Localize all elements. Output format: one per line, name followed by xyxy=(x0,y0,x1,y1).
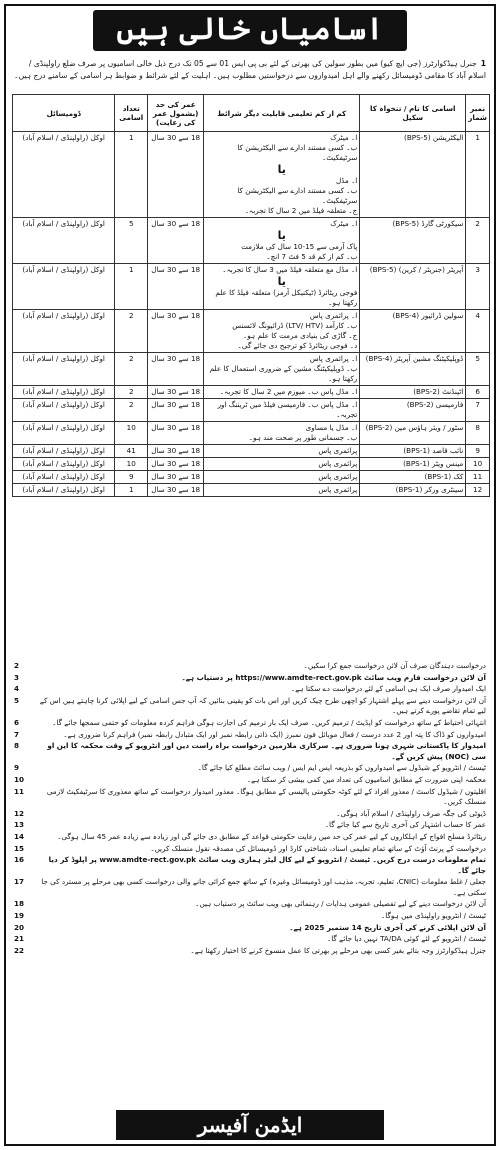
cell-post: سیکورٹی گارڈ (BPS-5) xyxy=(360,218,466,264)
qualification-line: فوجی ریٹائرڈ (ٹیکنیکل آرمز) متعلقہ فیلڈ کا علم رکھتا ہو۔ xyxy=(215,288,358,307)
note-text: درخواست کے پرنٹ آؤٹ کے ساتھ تمام تعلیمی اسناد، شناختی کارڈ اور ڈومیسائل کی مصدقہ نقول منسلک کریں۔ xyxy=(150,843,486,853)
cell-count: 1 xyxy=(115,484,148,497)
qualification-line: پاک آرمی سے 15-10 سال کی ملازمت xyxy=(241,242,358,251)
table-body xyxy=(13,132,490,497)
note-item xyxy=(14,730,486,741)
or-separator: یا xyxy=(277,275,286,288)
note-number: 16 xyxy=(14,855,25,865)
cell-qualification xyxy=(204,484,360,497)
cell-age: 18 سے 30 سال xyxy=(148,353,204,386)
note-number: 3 xyxy=(14,672,20,682)
qualification-line: ج۔ متعلقہ فیلڈ میں 2 سال کا تجربہ۔ xyxy=(244,206,358,215)
cell-domicile: اوکل (راولپنڈی / اسلام آباد) xyxy=(13,471,115,484)
note-text: آن لائن درخواست دینے کے لیے تفصیلی عمومی ہدایات / رہنمائی بھی ویب سائٹ پر دستیاب ہیں۔ xyxy=(195,899,486,909)
note-number: 7 xyxy=(14,729,20,739)
cell-count: 2 xyxy=(115,386,148,399)
cell-domicile: اوکل (راولپنڈی / اسلام آباد) xyxy=(13,132,115,218)
cell-qualification xyxy=(204,399,360,422)
note-text: عمر کا حساب اشتہار کی آخری تاریخ سے کیا جائے گا۔ xyxy=(324,820,486,830)
cell-count: 1 xyxy=(115,264,148,310)
cell-domicile: اوکل (راولپنڈی / اسلام آباد) xyxy=(13,458,115,471)
table-row xyxy=(13,471,490,484)
cell-qualification xyxy=(204,445,360,458)
note-item xyxy=(14,684,486,695)
note-item xyxy=(14,741,486,762)
cell-age: 18 سے 30 سال xyxy=(148,484,204,497)
qualification-line: ب۔ کم از کم قد 5 فٹ 7 انچ۔ xyxy=(266,252,358,261)
cell-age: 18 سے 30 سال xyxy=(148,445,204,458)
note-item xyxy=(14,763,486,774)
qualification-line: ا۔ مڈل پاس ب۔ فارمیسی فیلڈ میں ٹریننگ اور تجربہ۔ xyxy=(217,400,358,419)
qualification-line: پرائمری پاس xyxy=(318,446,358,455)
header-post: اسامی کا نام / تنخواہ کا سکیل xyxy=(360,95,466,132)
qualification-line: ا۔ پرائمری پاس xyxy=(309,311,358,320)
cell-age: 18 سے 30 سال xyxy=(148,471,204,484)
cell-age: 18 سے 30 سال xyxy=(148,386,204,399)
note-number: 6 xyxy=(14,717,20,727)
cell-age: 18 سے 30 سال xyxy=(148,310,204,353)
intro-number: 1 xyxy=(480,59,486,68)
table-row xyxy=(13,458,490,471)
note-text: ریٹائرڈ مسلح افواج کے اہلکاروں کے لیے عمر کی حد میں رعایت حکومتی قواعد کے مطابق دی جائے گی اور زیادہ سے زیادہ عمر 45 سال ہوگی۔ xyxy=(57,831,486,841)
note-item xyxy=(14,899,486,910)
note-item xyxy=(14,661,486,672)
note-number: 9 xyxy=(14,763,20,773)
notes-list xyxy=(14,661,486,957)
cell-domicile: اوکل (راولپنڈی / اسلام آباد) xyxy=(13,484,115,497)
note-text: درخواست دہندگان صرف آن لائن درخواست جمع کرا سکیں۔ xyxy=(303,661,486,670)
cell-no: 1 xyxy=(466,132,490,218)
qualification-line: ج۔ گاڑی کی بنیادی مرمت کا علم ہو۔ xyxy=(243,331,358,340)
note-text: ٹیسٹ / انٹرویو کے لئے کوئی TA/DA نہیں دیا جائے گا۔ xyxy=(327,934,486,944)
table-row xyxy=(13,484,490,497)
qualification-line: ا۔ مڈل یا مساوی xyxy=(305,423,358,432)
note-item xyxy=(14,844,486,855)
intro-text: جنرل ہیڈکوارٹرز (جی ایچ کیو) میں بطور سولین کی بھرتی کے لئے بی پی ایس 01 سے 05 تک درج ذیل خالی اسامیوں پر صرف ضلع راولپنڈی / اسلام آباد کا مقامی ڈومیسائل رکھنے والے اہل امیدواروں سے درخواستیں مطلوب ہیں۔ اہلیت کے لئے شرائط و ضوابط ہر اسامی کے سامنے درج ہیں۔ xyxy=(14,59,486,80)
qualification-line: پرائمری پاس xyxy=(318,485,358,494)
note-item xyxy=(14,775,486,786)
note-text: محکمہ اپنی ضرورت کے مطابق اسامیوں کی تعداد میں کمی بیشی کر سکتا ہے۔ xyxy=(246,774,486,784)
note-item xyxy=(14,809,486,820)
cell-post: اٹینڈنٹ (BPS-2) xyxy=(360,386,466,399)
note-text: ایک امیدوار صرف ایک ہی اسامی کے لئے درخواست دے سکتا ہے۔ xyxy=(291,684,486,694)
cell-count: 5 xyxy=(115,218,148,264)
note-text: تمام معلومات درست درج کریں۔ ٹیسٹ / انٹرویو کے لیے کال لیٹر ہماری ویب سائٹ www.amdte-rect.gov.pk پر اپلوڈ کر دیا جائے گا۔ xyxy=(48,855,486,875)
or-separator: یا xyxy=(277,229,286,242)
note-text: ڈیوٹی کی جگہ صرف راولپنڈی / اسلام آباد ہوگی۔ xyxy=(336,808,486,818)
cell-qualification xyxy=(204,218,360,264)
cell-no: 4 xyxy=(466,310,490,353)
cell-post: نائب قاصد (BPS-1) xyxy=(360,445,466,458)
qualification-line: ب۔ ڈوپلیکیٹنگ مشین کے ضروری استعمال کا علم رکھتا ہو۔ xyxy=(209,364,358,383)
cell-post: کک (BPS-1) xyxy=(360,471,466,484)
note-number: 12 xyxy=(14,808,25,818)
cell-post: فارمیسی (BPS-2) xyxy=(360,399,466,422)
note-item xyxy=(14,911,486,922)
table-header-row xyxy=(13,95,490,132)
note-text: آن لائن درخواست دینے سے پہلے اشتہار کو اچھی طرح چیک کریں اور اس بات کو یقینی بنائیں کہ آپ جس اسامی کے لیے اپلائی کرنا چاہتے ہیں اس کے لیے تمام تقاضے پورے کرتے ہیں۔ xyxy=(39,695,486,716)
cell-domicile: اوکل (راولپنڈی / اسلام آباد) xyxy=(13,399,115,422)
cell-no: 3 xyxy=(466,264,490,310)
cell-count: 2 xyxy=(115,353,148,386)
cell-count: 10 xyxy=(115,422,148,445)
note-item xyxy=(14,855,486,876)
cell-qualification xyxy=(204,264,360,310)
qualification-line: پرائمری پاس xyxy=(318,459,358,468)
note-item xyxy=(14,934,486,945)
qualification-line: ا۔ مڈل مع متعلقہ فیلڈ میں 3 سال کا تجربہ۔ xyxy=(222,265,358,274)
note-number: 21 xyxy=(14,934,25,944)
qualification-line: ا۔ میٹرک xyxy=(330,133,358,142)
header-no: نمبر شمار xyxy=(466,95,490,132)
cell-post: سٹور / ویئر ہاؤس مین (BPS-2) xyxy=(360,422,466,445)
cell-qualification xyxy=(204,386,360,399)
note-item xyxy=(14,718,486,729)
note-text: امیدواروں کو ڈاک کا پتہ اور 2 عدد درست / فعال موبائل فون نمبرز (ایک ذاتی رابطہ نمبر اور ایک متبادل رابطہ نمبر) فراہم کرنا ضروری ہے۔ xyxy=(63,729,486,739)
cell-age: 18 سے 30 سال xyxy=(148,264,204,310)
note-number: 10 xyxy=(14,774,25,784)
header-count: تعداد اسامی xyxy=(115,95,148,132)
cell-post: ڈوپلیکیٹنگ مشین آپریٹر (BPS-4) xyxy=(360,353,466,386)
page-title: اسامیاں خالی ہیں xyxy=(93,10,408,51)
note-item xyxy=(14,787,486,808)
qualification-line: ب۔ جسمانی طور پر صحت مند ہو۔ xyxy=(248,433,358,442)
signature-title: ایڈمن آفیسر xyxy=(197,1113,303,1137)
cell-age: 18 سے 30 سال xyxy=(148,422,204,445)
cell-post: سولین ڈرائیور (BPS-4) xyxy=(360,310,466,353)
note-item xyxy=(14,832,486,843)
qualification-line: ب۔ کسی مستند ادارے سے الیکٹریشن کا سرٹیفکیٹ۔ xyxy=(237,143,358,162)
cell-age: 18 سے 30 سال xyxy=(148,458,204,471)
table-row xyxy=(13,422,490,445)
note-number: 4 xyxy=(14,684,20,694)
note-text: انتہائی احتیاط کے ساتھ درخواست کو اپڈیٹ / ترمیم کریں۔ صرف ایک بار ترمیم کی اجازت ہوگی فراہم کردہ معلومات کو حتمی سمجھا جائے گا۔ xyxy=(52,717,486,727)
cell-post: مینس ویٹر (BPS-1) xyxy=(360,458,466,471)
note-text: جعلی / غلط معلومات (CNIC، تعلیم، تجربہ، مذہب اور ڈومیسائل وغیرہ) کے ساتھ جمع کرائی جانے والی درخواست کسی بھی مرحلے پر مسترد کی جا سکتی ہے۔ xyxy=(41,877,486,897)
qualification-line: ا۔ میٹرک xyxy=(330,219,358,228)
cell-qualification xyxy=(204,353,360,386)
cell-count: 2 xyxy=(115,310,148,353)
note-number: 2 xyxy=(14,661,20,670)
note-text: آن لائن درخواست فارم ویب سائٹ https://www.amdte-rect.gov.pk پر دستیاب ہے۔ xyxy=(181,672,486,682)
cell-no: 5 xyxy=(466,353,490,386)
advertisement-page xyxy=(4,4,496,1146)
header-age: عمر کی حد (بشمول عمر کی رعایت) xyxy=(148,95,204,132)
cell-no: 10 xyxy=(466,458,490,471)
note-text: ٹیسٹ / انٹرویو راولپنڈی میں ہوگا۔ xyxy=(381,911,486,921)
note-number: 5 xyxy=(14,695,20,705)
table-row xyxy=(13,264,490,310)
qualification-line: ا۔ مڈل پاس ب۔ میوزم میں 2 سال کا تجربہ۔ xyxy=(219,387,358,396)
table-row xyxy=(13,132,490,218)
cell-post: سینٹری ورکر (BPS-1) xyxy=(360,484,466,497)
note-number: 15 xyxy=(14,843,25,853)
cell-no: 11 xyxy=(466,471,490,484)
title-band xyxy=(6,6,494,54)
qualification-line: ا۔ مڈل xyxy=(335,176,358,185)
cell-domicile: اوکل (راولپنڈی / اسلام آباد) xyxy=(13,353,115,386)
cell-qualification xyxy=(204,310,360,353)
note-text: ٹیسٹ / انٹرویو کے شیڈول سے امیدواروں کو بذریعہ ایس ایم ایس / ویب سائٹ مطلع کیا جائے گا۔ xyxy=(197,763,486,773)
cell-domicile: اوکل (راولپنڈی / اسلام آباد) xyxy=(13,218,115,264)
qualification-line: د۔ فوجی ریٹائرڈ کو ترجیح دی جائے گی۔ xyxy=(237,341,358,350)
signature-band xyxy=(116,1110,384,1140)
table-row xyxy=(13,218,490,264)
cell-no: 6 xyxy=(466,386,490,399)
cell-post: الیکٹریشن (BPS-5) xyxy=(360,132,466,218)
note-text: جنرل ہیڈکوارٹرز وجہ بتائے بغیر کسی بھی مرحلے پر بھرتی کا عمل منسوخ کرنے کا اختیار رکھتا ہے۔ xyxy=(190,945,486,955)
note-item xyxy=(14,673,486,684)
cell-age: 18 سے 30 سال xyxy=(148,399,204,422)
note-number: 13 xyxy=(14,820,25,830)
note-number: 19 xyxy=(14,911,25,921)
cell-qualification xyxy=(204,471,360,484)
note-number: 20 xyxy=(14,922,25,932)
note-item xyxy=(14,946,486,957)
qualification-line: ب۔ کسی مستند ادارے سے الیکٹریشن کا سرٹیفکیٹ۔ xyxy=(237,186,358,205)
cell-count: 2 xyxy=(115,399,148,422)
cell-no: 8 xyxy=(466,422,490,445)
header-domicile: ڈومیسائل xyxy=(13,95,115,132)
cell-domicile: اوکل (راولپنڈی / اسلام آباد) xyxy=(13,422,115,445)
note-number: 11 xyxy=(14,786,25,796)
cell-qualification xyxy=(204,422,360,445)
table-row xyxy=(13,310,490,353)
cell-age: 18 سے 30 سال xyxy=(148,132,204,218)
note-number: 8 xyxy=(14,741,20,751)
cell-no: 2 xyxy=(466,218,490,264)
cell-no: 9 xyxy=(466,445,490,458)
cell-domicile: اوکل (راولپنڈی / اسلام آباد) xyxy=(13,445,115,458)
note-number: 22 xyxy=(14,945,25,955)
note-text: اقلیتوں / شیڈول کاسٹ / معذور افراد کے لئے کوٹہ حکومتی پالیسی کے مطابق ہوگا۔ معذور امیدوار درخواست کے ساتھ معذوری کا سرٹیفکیٹ لازمی منسلک کریں۔ xyxy=(46,786,486,807)
cell-post: آپریٹر (جنریٹر / کرین) (BPS-5) xyxy=(360,264,466,310)
note-item xyxy=(14,877,486,898)
cell-domicile: اوکل (راولپنڈی / اسلام آباد) xyxy=(13,264,115,310)
cell-domicile: اوکل (راولپنڈی / اسلام آباد) xyxy=(13,386,115,399)
qualification-line: پرائمری پاس xyxy=(318,472,358,481)
cell-domicile: اوکل (راولپنڈی / اسلام آباد) xyxy=(13,310,115,353)
intro-paragraph xyxy=(14,58,486,82)
cell-qualification xyxy=(204,132,360,218)
note-number: 14 xyxy=(14,831,25,841)
cell-age: 18 سے 30 سال xyxy=(148,218,204,264)
note-item xyxy=(14,696,486,717)
or-separator: یا xyxy=(277,163,286,176)
table-row xyxy=(13,386,490,399)
cell-count: 10 xyxy=(115,458,148,471)
vacancies-table xyxy=(12,94,490,497)
table-row xyxy=(13,353,490,386)
qualification-line: ب۔ کارآمد (LTV/ HTV) ڈرائیونگ لائسنس xyxy=(232,321,358,330)
note-number: 17 xyxy=(14,877,25,887)
qualification-line: ا۔ پرائمری پاس xyxy=(309,354,358,363)
cell-count: 9 xyxy=(115,471,148,484)
note-text: امیدوار کا پاکستانی شہری ہونا ضروری ہے۔ سرکاری ملازمین درخواست براہ راست دیں اور انٹرویو کے وقت محکمہ کا این او سی (NOC) پیش کریں گے۔ xyxy=(47,741,486,761)
cell-qualification xyxy=(204,458,360,471)
table-row xyxy=(13,445,490,458)
note-item xyxy=(14,923,486,934)
cell-no: 7 xyxy=(466,399,490,422)
header-qualification: کم از کم تعلیمی قابلیت دیگر شرائط xyxy=(204,95,360,132)
cell-count: 41 xyxy=(115,445,148,458)
note-number: 18 xyxy=(14,899,25,909)
note-text: آن لائن اپلائی کرنے کی آخری تاریخ 14 ستمبر 2025 ہے۔ xyxy=(289,922,486,932)
cell-no: 12 xyxy=(466,484,490,497)
note-item xyxy=(14,820,486,831)
cell-count: 1 xyxy=(115,132,148,218)
table-row xyxy=(13,399,490,422)
